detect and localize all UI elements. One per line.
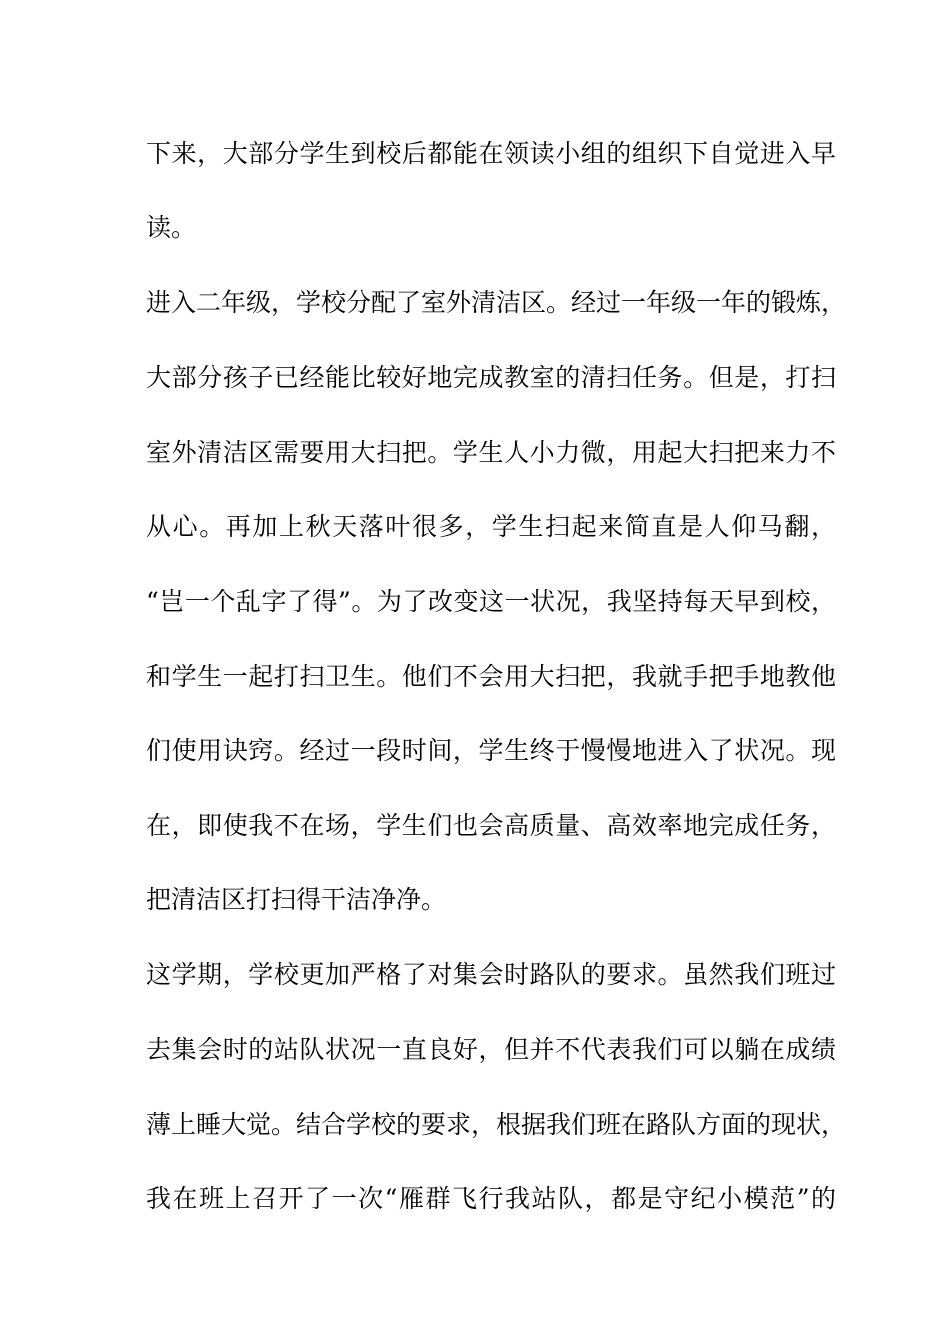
text-line: 这学期，学校更加严格了对集会时路队的要求。虽然我们班过 [146, 960, 836, 989]
text-line: 们使用诀窍。经过一段时间，学生终于慢慢地进入了状况。现 [146, 736, 836, 765]
text-line: 室外清洁区需要用大扫把。学生人小力微，用起大扫把来力不 [146, 438, 836, 467]
text-line: 进入二年级，学校分配了室外清洁区。经过一年级一年的锻炼， [146, 288, 847, 317]
text-line: 下来，大部分学生到校后都能在领读小组的组织下自觉进入早 [146, 139, 836, 168]
text-line: 从心。再加上秋天落叶很多，学生扫起来简直是人仰马翻， [146, 512, 836, 541]
text-line: 我在班上召开了一次“雁群飞行我站队，都是守纪小模范”的 [146, 1184, 836, 1213]
text-line: 和学生一起打扫卫生。他们不会用大扫把，我就手把手地教他 [146, 662, 836, 691]
text-line: 大部分孩子已经能比较好地完成教室的清扫任务。但是，打扫 [146, 363, 836, 392]
text-line: 薄上睡大觉。结合学校的要求，根据我们班在路队方面的现状， [146, 1110, 847, 1139]
text-line: 把清洁区打扫得干洁净净。 [146, 885, 447, 914]
text-line: 读。 [146, 213, 197, 242]
text-line: “岂一个乱字了得”。为了改变这一状况，我坚持每天早到校， [146, 587, 836, 616]
text-line: 在，即使我不在场，学生们也会高质量、高效率地完成任务， [146, 811, 836, 840]
text-line: 去集会时的站队状况一直良好，但并不代表我们可以躺在成绩 [146, 1035, 836, 1064]
